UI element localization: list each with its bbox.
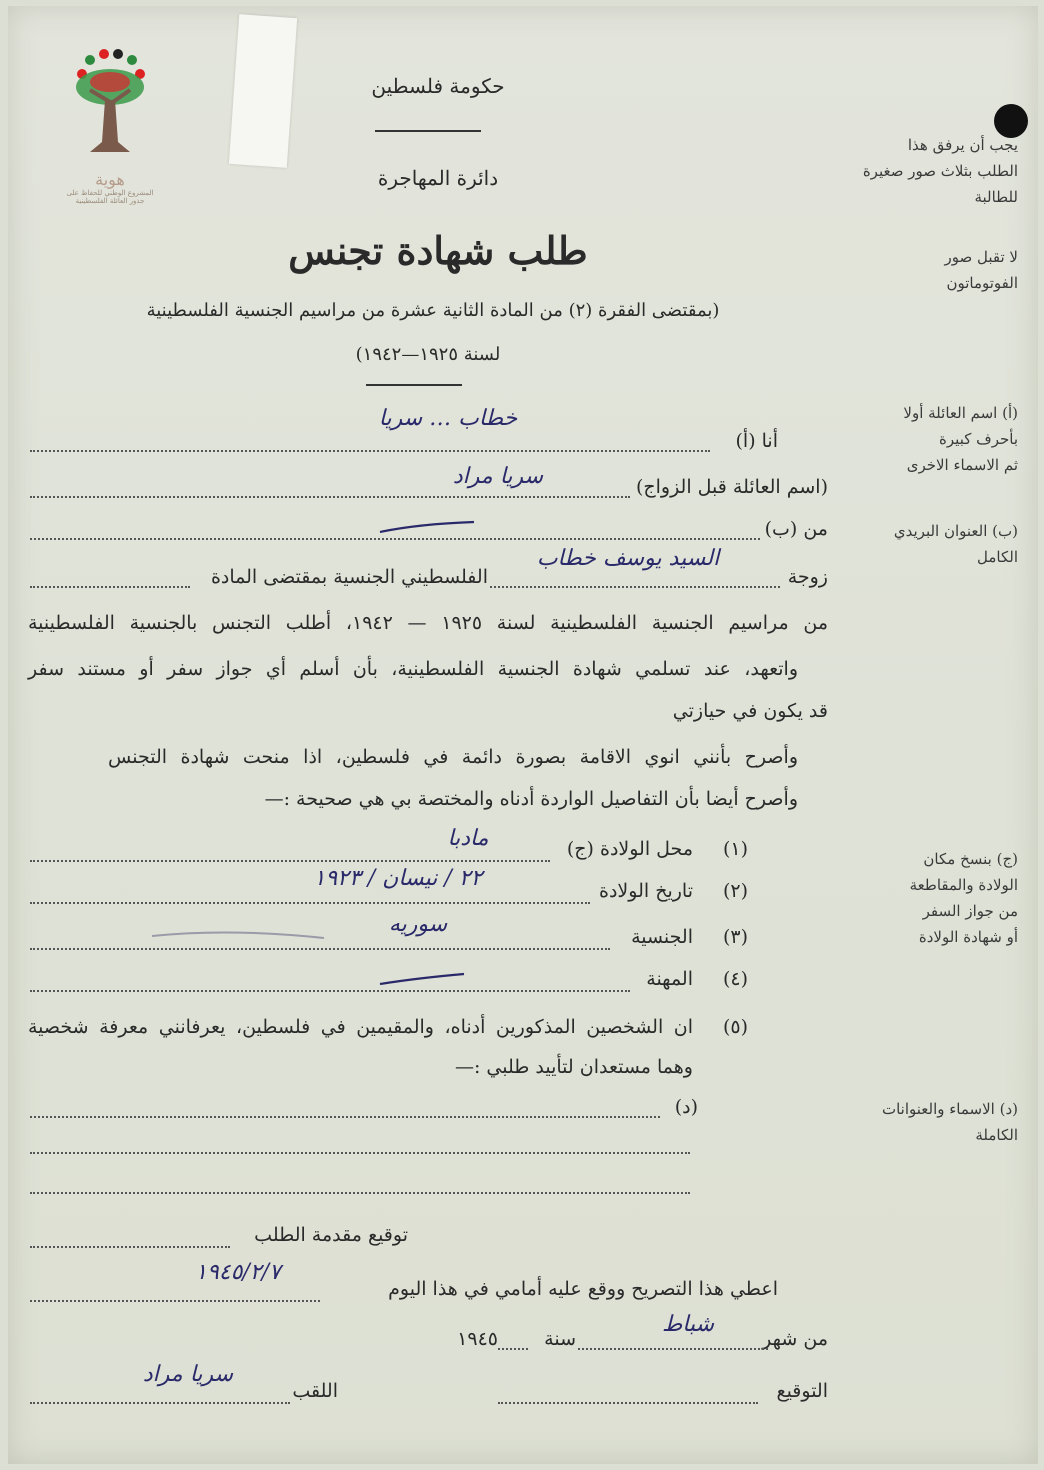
field-month: [578, 1348, 768, 1350]
paragraph-1: من مراسيم الجنسية الفلسطينية لسنة ١٩٢٥ — ١٩٤٢، أطلب التجنس بالجنسية الفلسطينية: [28, 612, 828, 634]
document-page: [8, 6, 1038, 1464]
month-label: من شهر: [762, 1328, 828, 1350]
note-a-line: بأحرف كبيرة: [939, 430, 1018, 448]
field-occupation: [30, 990, 630, 992]
item-d-label: (د): [674, 1096, 698, 1118]
signature-label: التوقيع: [776, 1380, 828, 1402]
handwritten-date: ١٩٤٥/٢/٧: [195, 1260, 281, 1285]
item5-line1: ان الشخصين المذكورين أدناه، والمقيمين في فلسطين، يعرفانني معرفة شخصية: [28, 1016, 693, 1038]
photomaton-note-line: لا تقبل صور: [944, 248, 1018, 266]
field-declaration-date: [30, 1300, 320, 1302]
item3-number: (٣): [722, 926, 748, 948]
item3-label: الجنسية: [631, 926, 693, 948]
item1-label: محل الولادة (ج): [566, 838, 693, 860]
subtitle-divider: [366, 384, 462, 386]
note-b-line: (ب) العنوان البريدي: [893, 522, 1018, 540]
government-heading: حكومة فلسطين: [371, 74, 505, 98]
field-name: [30, 450, 710, 452]
field-referee1: [30, 1116, 660, 1118]
year-value: ١٩٤٥: [457, 1328, 498, 1350]
label-ana: أنا (أ): [735, 430, 778, 452]
field-article: [30, 586, 190, 588]
photos-note-line: للطالبة: [974, 188, 1018, 206]
item5-line2: وهما مستعدان لتأييد طلبي :—: [454, 1056, 693, 1078]
item2-number: (٢): [722, 880, 748, 902]
bleed-through-text: [378, 96, 618, 112]
handwritten-month: شباط: [661, 1312, 715, 1337]
note-c-line: أو شهادة الولادة: [918, 928, 1018, 946]
subtitle-line2: لسنة ١٩٢٥—١٩٤٢): [355, 344, 501, 365]
photomaton-note-line: الفوتوماتون: [946, 274, 1018, 292]
logo-caption-line1: المشروع الوطني للحفاظ على: [66, 189, 154, 197]
declaration-text: اعطي هذا التصريح ووقع عليه أمامي في هذا اليوم: [388, 1278, 778, 1300]
item4-number: (٤): [722, 968, 748, 990]
faint-stroke: [148, 924, 328, 944]
note-d-line: الكاملة: [975, 1126, 1018, 1144]
paragraph-2: واتعهد، عند تسلمي شهادة الجنسية الفلسطينية، بأن أسلم أي جواز سفر أو مستند سفر: [28, 658, 798, 680]
subtitle-line1: (بمقتضى الفقرة (٢) من المادة الثانية عشرة من مراسيم الجنسية الفلسطينية: [146, 300, 720, 321]
form-title: طلب شهادة تجنس: [288, 228, 588, 273]
handwritten-maiden-name: سريا مراد: [452, 464, 544, 489]
note-a-line: ثم الاسماء الاخرى: [906, 456, 1018, 474]
note-c: [828, 846, 1018, 950]
handwritten-birthplace: مادبا: [447, 826, 489, 851]
year-label: سنة: [544, 1328, 576, 1350]
photos-note: [828, 132, 1018, 210]
note-d-line: (د) الاسماء والعنوانات: [881, 1100, 1018, 1118]
handwritten-dash-occupation: [378, 970, 468, 988]
note-c-line: من جواز السفر: [922, 902, 1018, 920]
handwritten-birthdate: ٢٢ / نيسان / ١٩٢٣: [313, 866, 483, 891]
field-address: [30, 538, 760, 540]
handwritten-dash: [378, 518, 478, 538]
handwritten-husband: السيد يوسف خطاب: [536, 546, 720, 571]
field-referee3: [30, 1192, 690, 1194]
item5-number: (٥): [722, 1016, 748, 1038]
note-a-line: (أ) اسم العائلة أولا: [903, 404, 1018, 422]
paragraph-5: وأصرح أيضا بأن التفاصيل الواردة أدناه والمختصة بي هي صحيحة :—: [264, 788, 798, 810]
handwritten-name: خطاب … سريا: [378, 406, 518, 431]
field-maiden-name: [30, 496, 630, 498]
field-husband: [490, 586, 780, 588]
item1-number: (١): [722, 838, 748, 860]
handwritten-nationality: سوريه: [388, 912, 448, 937]
field-applicant-signature: [30, 1246, 230, 1248]
item4-label: المهنة: [646, 968, 693, 990]
tree-logo-icon: [60, 42, 160, 172]
field-referee2: [30, 1152, 690, 1154]
label-wife-suffix: الفلسطيني الجنسية بمقتضى المادة: [210, 566, 488, 588]
label-wife: زوجة: [787, 566, 828, 588]
field-birthdate: [30, 902, 590, 904]
logo-name: هوية: [95, 170, 125, 189]
note-a: [828, 400, 1018, 478]
handwritten-title-signature: سريا مراد: [142, 1362, 234, 1387]
note-d: [828, 1096, 1018, 1148]
label-from: من (ب): [764, 518, 828, 540]
note-c-line: (ج) بنسخ مكان: [923, 850, 1018, 868]
header-divider: [375, 130, 481, 132]
applicant-signature-label: توقيع مقدمة الطلب: [254, 1224, 408, 1246]
photos-note-line: الطلب بثلاث صور صغيرة: [862, 162, 1018, 180]
note-b: [828, 518, 1018, 570]
note-c-line: الولادة والمقاطعة: [909, 876, 1018, 894]
field-title: [30, 1402, 290, 1404]
photomaton-note: [828, 244, 1018, 296]
logo: [60, 42, 160, 222]
field-birthplace: [30, 860, 550, 862]
department-heading: دائرة المهاجرة: [377, 166, 499, 190]
field-nationality: [30, 948, 610, 950]
tape-strip: [229, 14, 297, 168]
photos-note-line: يجب أن يرفق هذا: [907, 136, 1018, 154]
title-label: اللقب: [292, 1380, 338, 1402]
paragraph-3: قد يكون في حيازتي: [672, 700, 828, 722]
field-year-dots: [498, 1348, 528, 1350]
field-signature: [498, 1402, 758, 1404]
label-family-before-marriage: (اسم العائلة قبل الزواج): [635, 476, 828, 498]
paragraph-4: وأصرح بأنني انوي الاقامة بصورة دائمة في فلسطين، اذا منحت شهادة التجنس: [108, 746, 798, 768]
logo-caption-line2: جذور العائلة الفلسطينية: [75, 197, 145, 205]
note-b-line: الكامل: [977, 548, 1018, 566]
item2-label: تاريخ الولادة: [599, 880, 693, 902]
